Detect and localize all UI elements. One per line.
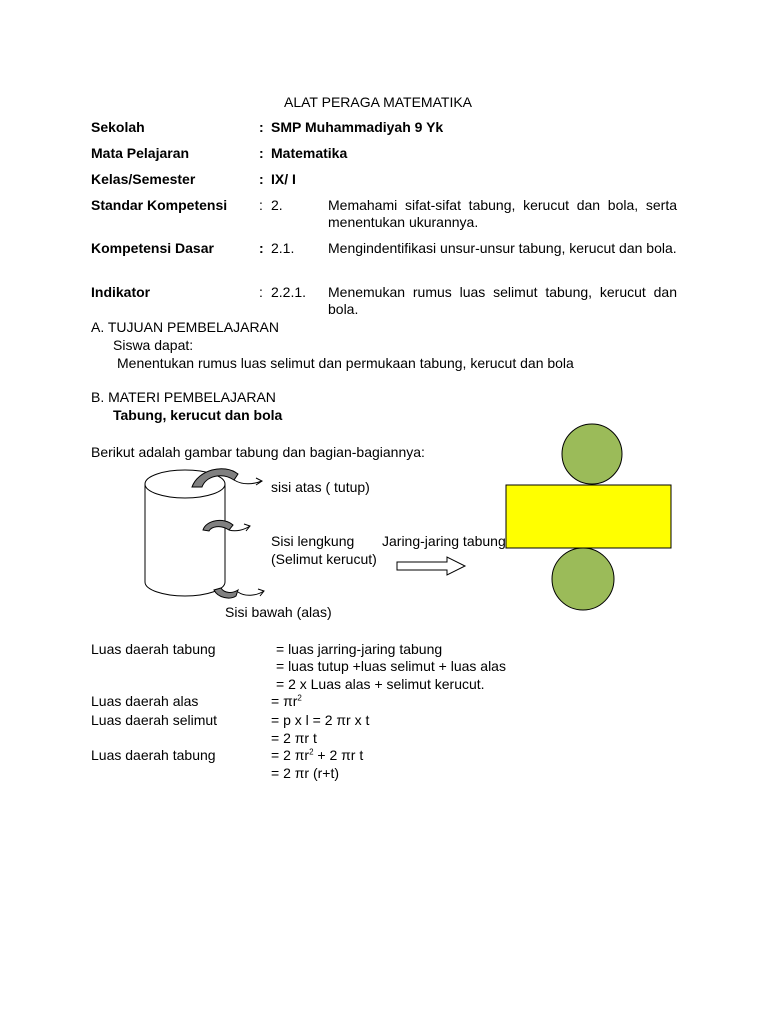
info-value-sekolah: SMP Muhammadiyah 9 Yk bbox=[271, 119, 444, 135]
section-a-line2: Menentukan rumus luas selimut dan permukaan tabung, kerucut dan bola bbox=[117, 355, 574, 371]
info-num-sk: 2. bbox=[271, 197, 283, 213]
net-rectangle bbox=[506, 485, 671, 548]
section-a-line1: Siswa dapat: bbox=[113, 337, 194, 353]
formula-tabung-eq-1: = 2 $\pi r^2 + 2$ πr t bbox=[271, 747, 364, 763]
info-label-sk: Standar Kompetensi bbox=[91, 197, 228, 213]
info-text-sk: Memahami sifat-sifat tabung, kerucut dan bola, serta menentukan ukurannya. bbox=[328, 197, 677, 230]
info-text-indikator: Menemukan rumus luas selimut tabung, kerucut dan bola. bbox=[328, 284, 677, 317]
info-text-kd: Mengindentifikasi unsur-unsur tabung, kerucut dan bola. bbox=[328, 240, 677, 256]
info-num-indikator: 2.2.1. bbox=[271, 284, 307, 300]
info-colon-sk: : bbox=[259, 197, 263, 213]
label-top: sisi atas ( tutup) bbox=[271, 479, 370, 495]
info-label-sekolah: Sekolah bbox=[91, 119, 145, 135]
info-value-kelas: IX/ I bbox=[271, 171, 296, 187]
info-label-indikator: Indikator bbox=[91, 284, 151, 300]
info-colon-kd: : bbox=[259, 240, 264, 256]
arrow-side-icon bbox=[203, 520, 250, 531]
formula-luas-tabung-3: = 2 x Luas alas + selimut kerucut. bbox=[276, 676, 485, 692]
net-bottom-circle bbox=[552, 548, 614, 610]
page-title: ALAT PERAGA MATEMATIKA bbox=[284, 94, 473, 110]
formula-tabung-eq-2: = 2 πr (r+t) bbox=[271, 765, 340, 781]
info-colon-sekolah: : bbox=[259, 119, 264, 135]
info-value-mapel: Matematika bbox=[271, 145, 348, 161]
cylinder-shape bbox=[145, 470, 225, 596]
label-net: Jaring-jaring tabung bbox=[382, 533, 506, 549]
info-colon-mapel: : bbox=[259, 145, 264, 161]
info-num-kd: 2.1. bbox=[271, 240, 295, 256]
section-b-heading: B. MATERI PEMBELAJARAN bbox=[91, 389, 276, 405]
block-arrow-icon bbox=[397, 557, 465, 575]
formula-selimut-label: Luas daerah selimut bbox=[91, 712, 218, 728]
formula-alas-label: Luas daerah alas bbox=[91, 693, 199, 709]
info-colon-indikator: : bbox=[259, 284, 263, 300]
info-label-kelas: Kelas/Semester bbox=[91, 171, 196, 187]
formula-selimut-eq-2: = 2 πr t bbox=[271, 730, 317, 746]
formula-selimut-eq-1: = p x l = 2 πr x t bbox=[271, 712, 370, 728]
formula-tabung-label: Luas daerah tabung bbox=[91, 747, 216, 763]
label-bottom: Sisi bawah (alas) bbox=[225, 604, 332, 620]
formula-luas-tabung-1: = luas jarring-jaring tabung bbox=[276, 641, 443, 657]
arrow-bottom-icon bbox=[214, 588, 264, 598]
figure-intro: Berikut adalah gambar tabung dan bagian-bagiannya: bbox=[91, 444, 425, 460]
net-top-circle bbox=[562, 424, 622, 484]
formula-luas-tabung-2: = luas tutup +luas selimut + luas alas bbox=[276, 658, 506, 674]
section-a-heading: A. TUJUAN PEMBELAJARAN bbox=[91, 319, 280, 335]
formula-alas-eq: = $\pi r^2$ bbox=[271, 693, 302, 709]
info-label-kd: Kompetensi Dasar bbox=[91, 240, 214, 256]
info-colon-kelas: : bbox=[259, 171, 264, 187]
section-b-subheading: Tabung, kerucut dan bola bbox=[113, 407, 283, 423]
label-curved: Sisi lengkung bbox=[271, 533, 355, 549]
label-curved-sub: (Selimut kerucut) bbox=[271, 551, 377, 567]
formula-luas-tabung-label: Luas daerah tabung bbox=[91, 641, 216, 657]
info-label-mapel: Mata Pelajaran bbox=[91, 145, 190, 161]
